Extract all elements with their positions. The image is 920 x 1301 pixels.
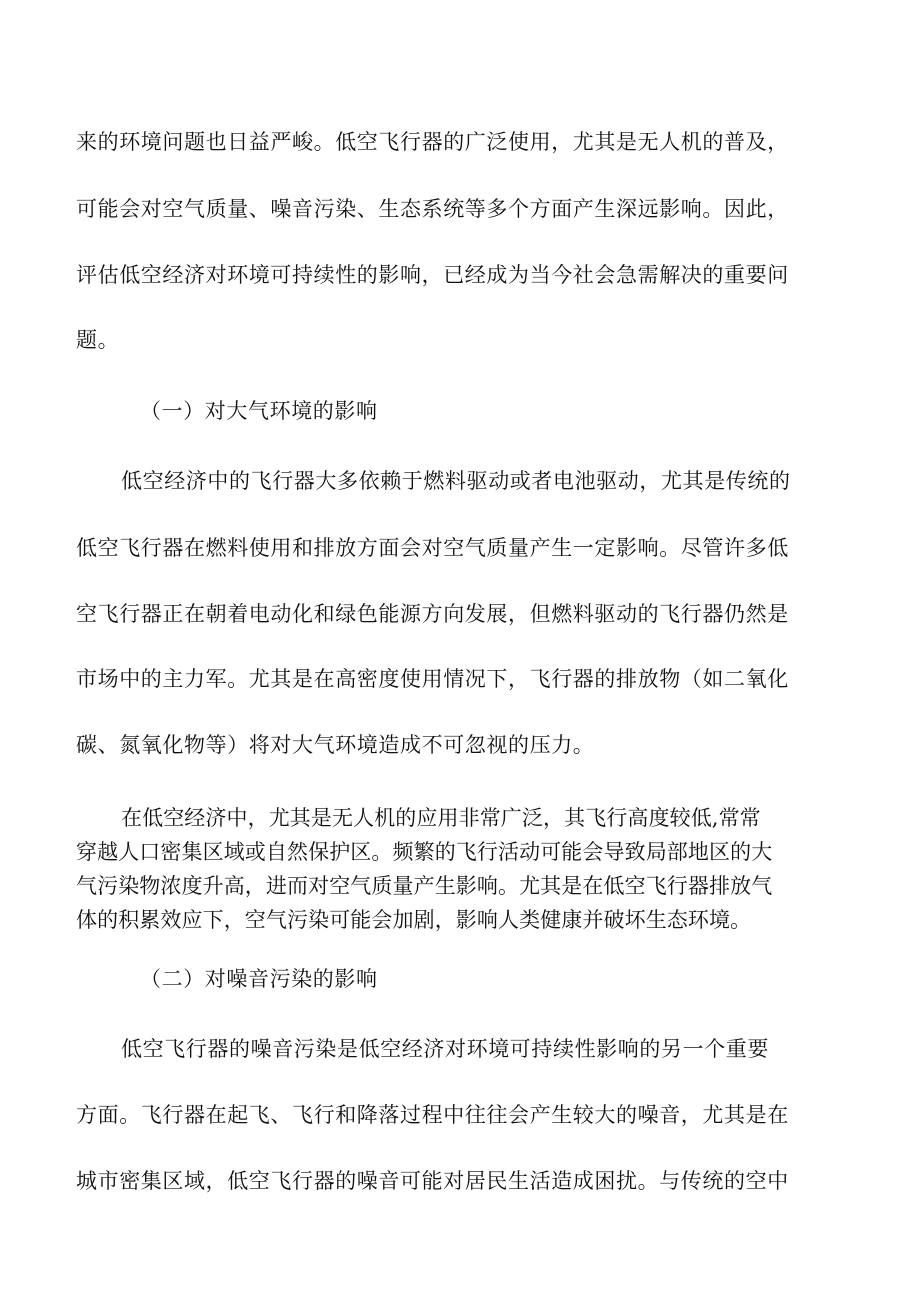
text-line: 穿越人口密集区域或自然保护区。频繁的飞行活动可能会导致局部地区的大 — [76, 840, 773, 864]
section-heading-air: （一）对大气环境的影响 — [140, 399, 378, 423]
text-line: 来的环境问题也日益严峻。低空飞行器的广泛使用，尤其是无人机的普及， — [76, 130, 789, 154]
text-line: 低空飞行器在燃料使用和排放方面会对空气质量产生一定影响。尽管许多低 — [76, 536, 789, 560]
text-line: 题。 — [76, 328, 120, 352]
text-line: 低空经济中的飞行器大多依赖于燃料驱动或者电池驱动，尤其是传统的 — [121, 469, 791, 493]
text-line: 在低空经济中，尤其是无人机的应用非常广泛，其飞行高度较低,常常 — [121, 806, 761, 830]
text-line: 空飞行器正在朝着电动化和绿色能源方向发展，但燃料驱动的飞行器仍然是 — [76, 602, 789, 626]
text-line: 气污染物浓度升高，进而对空气质量产生影响。尤其是在低空飞行器排放气 — [76, 874, 773, 898]
text-line: 评估低空经济对环境可持续性的影响，已经成为当今社会急需解决的重要问 — [76, 263, 789, 287]
text-line: 低空飞行器的噪音污染是低空经济对环境可持续性影响的另一个重要 — [121, 1037, 769, 1061]
text-line: 城市密集区域，低空飞行器的噪音可能对居民生活造成困扰。与传统的空中 — [76, 1169, 789, 1193]
text-line: 可能会对空气质量、噪音污染、生态系统等多个方面产生深远影响。因此， — [76, 197, 789, 221]
text-line: 碳、氮氧化物等）将对大气环境造成不可忽视的压力。 — [76, 733, 595, 757]
text-line: 体的积累效应下，空气污染可能会加剧，影响人类健康并破坏生态环境。 — [76, 908, 752, 932]
text-line: 市场中的主力军。尤其是在高密度使用情况下，飞行器的排放物（如二氧化 — [76, 667, 789, 691]
text-line: 方面。飞行器在起飞、飞行和降落过程中往往会产生较大的噪音，尤其是在 — [76, 1103, 789, 1127]
section-heading-noise: （二）对噪音污染的影响 — [140, 967, 378, 991]
